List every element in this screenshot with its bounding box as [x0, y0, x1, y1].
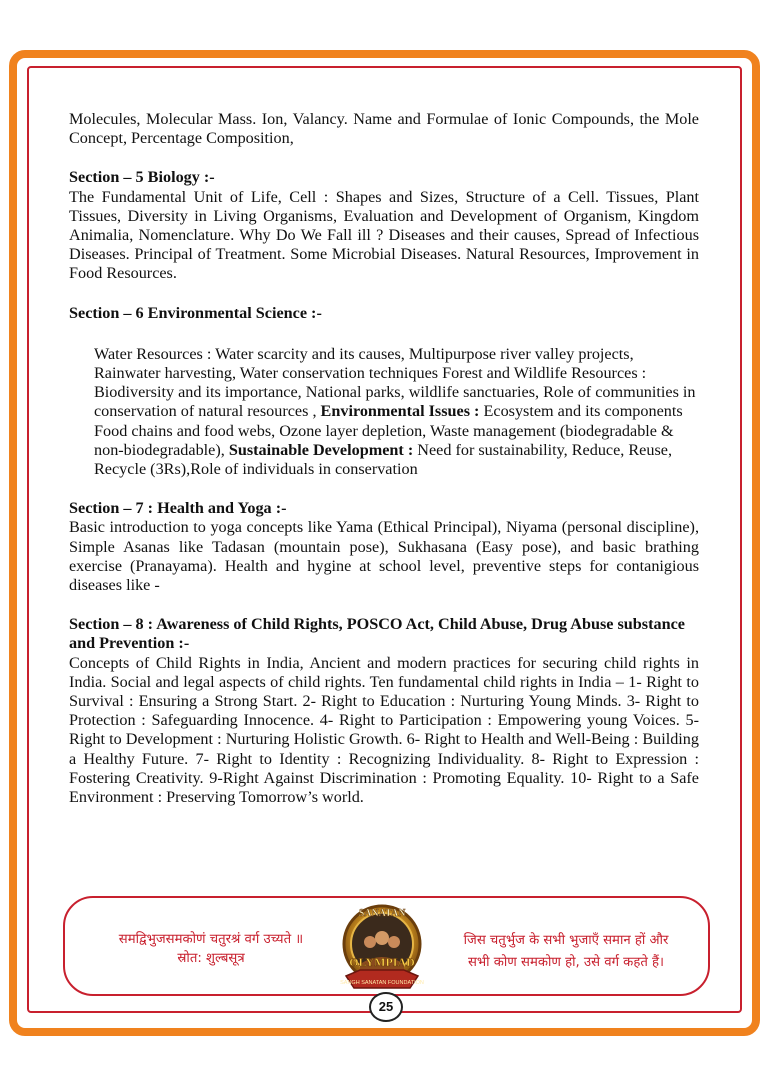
section-7-body: Basic introduction to yoga concepts like Yama (Ethical Principal), Niyama (personal discipline), Simple Asanas like Tadasan (mountain pose), Sukhasana (Easy pose), and basic brathing exercise (Pranayama). Health and hygine at school level, preventive steps for contanigious diseases like -	[69, 518, 699, 595]
sanskrit-verse-line: समद्विभुजसमकोणं चतुरश्रं वर्ग उच्यते ॥	[118, 932, 304, 947]
section-6-body	[69, 345, 699, 479]
sustainable-development-label: Sustainable Development :	[228, 440, 414, 459]
page-number: 25	[369, 992, 403, 1022]
section-6-text-2: Ecosystem and its components Food chains and food webs, Ozone layer depletion, Waste management (biodegradable & non-biodegradable),	[94, 402, 683, 459]
logo-top-text: SANATAN	[358, 908, 406, 919]
hindi-definition	[450, 930, 682, 974]
hindi-line-2: सभी कोण समकोण हो, उसे वर्ग कहते हैं।	[467, 955, 665, 970]
sanatan-olympiad-logo	[330, 898, 434, 998]
environmental-issues-label: Environmental Issues :	[320, 402, 480, 421]
section-8-heading: Section – 8 : Awareness of Child Rights, POSCO Act, Child Abuse, Drug Abuse substance and Prevention :-	[69, 615, 685, 653]
section-6-text-1: Water Resources : Water scarcity and its causes, Multipurpose river valley projects, Rainwater harvesting, Water conservation techniques Forest and Wildlife Resources : Biodiversity and its importance, National parks, wildlife sanctuaries, Role of communities in conservation of natural resources ,	[94, 344, 696, 421]
logo-ribbon-text: SANGH SANATAN FOUNDATION	[340, 980, 424, 986]
section-5-heading: Section – 5 Biology :-	[69, 168, 215, 187]
syllabus-content	[69, 110, 699, 807]
sanskrit-verse	[106, 930, 316, 968]
hindi-line-1: जिस चतुर्भुज के सभी भुजाएँ समान हों और	[463, 933, 669, 948]
section-8-body: Concepts of Child Rights in India, Ancient and modern practices for securing child rights in India. Social and legal aspects of child rights. Ten fundamental child rights in India – 1- Right to Survival : Ensuring a Strong Start. 2- Right to Education : Nurturing Young Minds. 3- Right to Protection : Safeguarding Innocence. 4- Right to Participation : Empowering young Voices. 5- Right to Development : Nurturing Holistic Growth. 6- Right to Health and Well-Being : Building a Healthy Future. 7- Right to Identity : Recognizing Individuality. 8- Right to Expression : Fostering Creativity. 9-Right Against Discrimination : Promoting Equality. 10- Right to a Safe Environment : Preserving Tomorrow’s world.	[69, 653, 699, 807]
section-6-text-3: Need for sustainability, Reduce, Reuse, Recycle (3Rs),Role of individuals in conservation	[94, 440, 672, 479]
section-6-heading: Section – 6 Environmental Science :-	[69, 303, 322, 322]
section-5-body: The Fundamental Unit of Life, Cell : Shapes and Sizes, Structure of a Cell. Tissues, Plant Tissues, Diversity in Living Organisms, Evaluation and Development of Organism, Kingdom Animalia, Nomenclature. Why Do We Fall ill ? Diseases and their causes, Spread of Infectious Diseases. Principal of Treatment. Some Microbial Diseases. Natural Resources, Improvement in Food Resources.	[69, 187, 699, 283]
sanskrit-source-line: स्रोत: शुल्बसूत्र	[177, 951, 245, 966]
section-7-heading: Section – 7 : Health and Yoga :-	[69, 499, 287, 518]
intro-paragraph: Molecules, Molecular Mass. Ion, Valancy. Name and Formulae of Ionic Compounds, the Mole Concept, Percentage Composition,	[69, 110, 699, 148]
logo-main-text: OLYMPIAD	[349, 955, 415, 969]
